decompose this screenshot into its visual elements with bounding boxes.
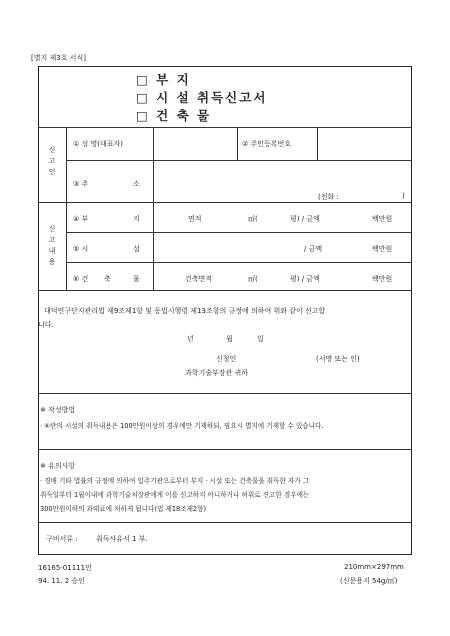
- date-day: 일: [257, 335, 264, 343]
- divider: [66, 232, 411, 233]
- date-year: 년: [187, 335, 194, 343]
- facility-amount-unit: 백만원: [372, 245, 393, 253]
- divider: [38, 202, 411, 203]
- recipient: 과학기술부장관 귀하: [185, 369, 249, 377]
- checkbox-icon: □: [136, 90, 150, 105]
- land-amount-unit: 백만원: [372, 215, 393, 223]
- checkbox-icon: □: [136, 72, 150, 87]
- report-section-label: 신 고 내 용: [48, 225, 56, 266]
- building-label-mid: 축: [104, 275, 111, 283]
- building-area-unit: ㎡(: [248, 275, 258, 283]
- building-amount-unit: 백만원: [372, 275, 393, 283]
- divider: [38, 522, 411, 523]
- land-label-end: 지: [133, 215, 140, 223]
- divider: [153, 127, 154, 160]
- land-label: ④ 부: [73, 215, 89, 223]
- attachments-label: 구비서류 :: [46, 535, 78, 543]
- title-option-facility: □ 시 설 취득신고서: [136, 90, 268, 105]
- footer-code: 16165-01111민: [38, 564, 92, 572]
- applicant-signer-label: 신청인: [216, 355, 237, 363]
- divider: [38, 290, 411, 291]
- address-field[interactable]: [158, 164, 406, 188]
- instructions-heading: ※ 작성방법: [40, 406, 76, 414]
- applicant-section-label: 신 고 인: [48, 146, 56, 176]
- land-area-unit: ㎡(: [248, 215, 258, 223]
- footer-size: 210mm×297mm: [344, 563, 404, 571]
- facility-label-end: 설: [133, 245, 140, 253]
- building-area-label: 건축면적: [185, 275, 213, 283]
- checkbox-icon: □: [136, 108, 150, 123]
- phone-close: ): [402, 192, 405, 200]
- phone-label: (전화 :: [318, 193, 339, 201]
- land-pyeong-amount: 평) / 금액: [290, 215, 320, 223]
- divider: [66, 262, 411, 263]
- title-option-land: □ 부 지: [136, 72, 191, 87]
- address-label-end: 소: [133, 180, 140, 188]
- name-label: ① 성 명(대표자): [73, 140, 123, 148]
- divider: [66, 160, 411, 161]
- footer-approval: 94. 11. 2 승인: [38, 577, 85, 585]
- facility-label: ⑤ 시: [73, 245, 89, 253]
- divider: [237, 127, 238, 160]
- notes-line1: · 경매 기타 법률의 규정에 의하여 입주기관으로부터 부지 · 시설 또는 건축물을 취득한 자가 그: [40, 477, 310, 485]
- declaration-text-line2: 니다.: [38, 321, 54, 329]
- divider: [38, 393, 411, 394]
- declaration-text-line1: 대덕연구단지관리법 제9조제1항 및 동법시행령 제13조항의 규정에 의하여 위와 같이 신고합: [44, 307, 326, 315]
- form-number: [별지 제3호 서식]: [31, 54, 86, 62]
- building-label: ⑥ 건: [73, 275, 89, 283]
- footer-paper: (신문용지 54g/㎡): [340, 577, 398, 585]
- facility-amount-label: / 금액: [304, 245, 323, 253]
- divider: [38, 127, 411, 128]
- divider: [66, 127, 67, 290]
- divider: [38, 449, 411, 450]
- divider: [153, 202, 154, 290]
- title-option-building: □ 건 축 물: [136, 108, 212, 123]
- building-label-end: 물: [133, 275, 140, 283]
- instructions-text: · ⑥란의 시설의 취득내용은 100만원이상의 경우에만 기재하되, 필요시 별지에 기재할 수 있습니다.: [40, 422, 324, 430]
- notes-heading: ※ 유의사항: [40, 462, 76, 470]
- name-field[interactable]: [158, 131, 232, 155]
- notes-line3: 300만원이하의 과태료에 처하게 됩니다(법 제18조제2항): [40, 505, 207, 513]
- notes-line2: 취득일부터 1월이내에 과학기술처장관에게 이를 신고하지 아니하거나 허위로 신고한 경우에는: [40, 491, 310, 499]
- resident-id-label: ② 주민등록번호: [242, 140, 292, 148]
- divider: [153, 160, 154, 202]
- attachments-text: 취득사유서 1 부.: [96, 535, 148, 543]
- building-pyeong-amount: 평) / 금액: [290, 275, 320, 283]
- land-area-label: 면적: [188, 215, 202, 223]
- date-month: 월: [226, 335, 233, 343]
- divider: [317, 127, 318, 160]
- address-label: ③ 주: [73, 180, 89, 188]
- signature-label: (서명 또는 인): [316, 355, 360, 363]
- resident-id-field[interactable]: [322, 131, 406, 155]
